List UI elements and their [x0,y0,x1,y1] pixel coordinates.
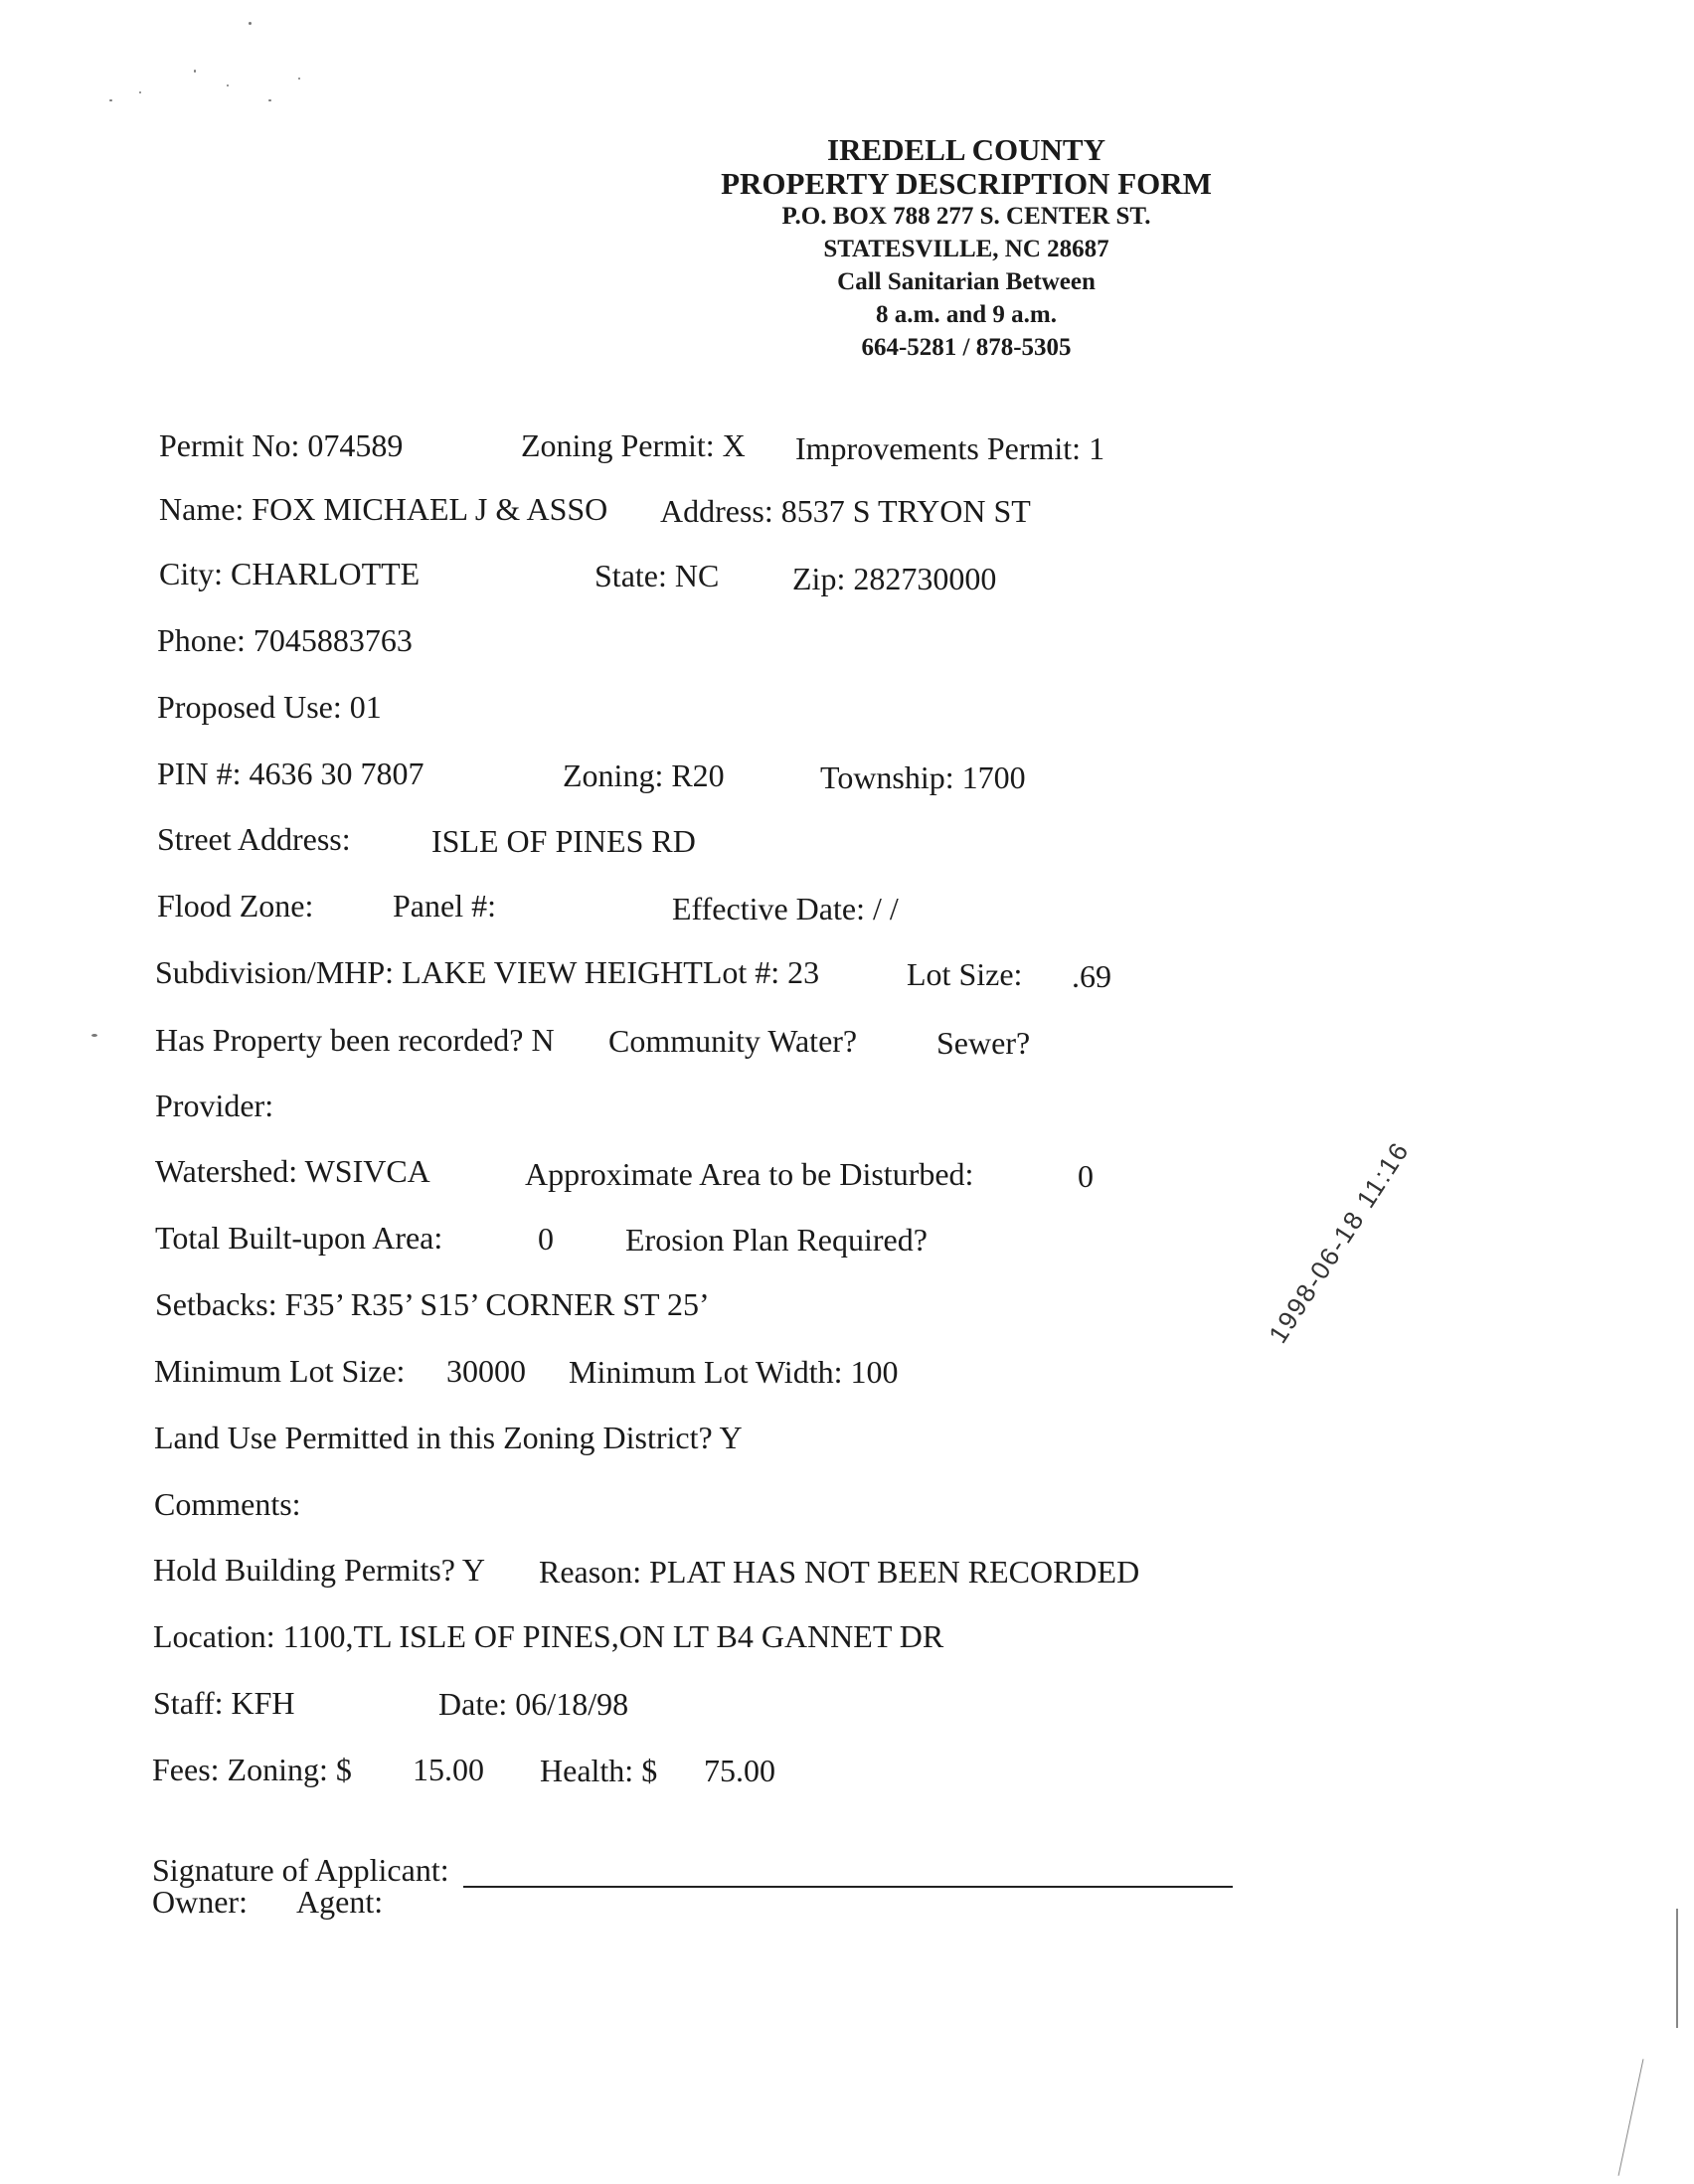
form-title: PROPERTY DESCRIPTION FORM [721,166,1212,201]
hold-building-permits: Hold Building Permits? Y [153,1552,485,1588]
property-recorded: Has Property been recorded? N [155,1022,555,1058]
scan-speck [91,1034,97,1037]
signature-label: Signature of Applicant: [152,1852,449,1888]
fees-health-label: Health: $ [540,1753,658,1788]
form-date: Date: 06/18/98 [438,1686,629,1722]
scan-speck [194,70,196,73]
phone-numbers: 664-5281 / 878-5305 [861,334,1072,361]
scan-speck [139,91,141,93]
min-lot-width: Minimum Lot Width: 100 [569,1354,899,1390]
owner-state: State: NC [594,558,720,593]
owner-checkbox-label: Owner: [152,1884,248,1920]
owner-city: City: CHARLOTTE [159,556,421,591]
comments: Comments: [154,1486,301,1522]
pin-number: PIN #: 4636 30 7807 [157,756,424,791]
received-date-stamp: 1998-06-18 11:16 [1263,1135,1416,1349]
call-hours: 8 a.m. and 9 a.m. [876,301,1057,328]
min-lot-size-label: Minimum Lot Size: [154,1353,406,1389]
provider: Provider: [155,1088,274,1123]
land-use-permitted: Land Use Permitted in this Zoning District? Y [154,1420,743,1455]
lot-size-label: Lot Size: [907,956,1023,992]
built-upon-value: 0 [538,1221,554,1257]
owner-phone: Phone: 7045883763 [157,622,413,658]
city-state-zip: STATESVILLE, NC 28687 [823,236,1109,262]
panel-number: Panel #: [393,888,496,924]
built-upon-label: Total Built-upon Area: [155,1220,443,1256]
owner-zip: Zip: 282730000 [792,561,997,596]
min-lot-size-value: 30000 [446,1353,526,1389]
permit-number: Permit No: 074589 [159,427,404,463]
hold-reason: Reason: PLAT HAS NOT BEEN RECORDED [539,1554,1140,1590]
county-title: IREDELL COUNTY [827,132,1105,167]
fees-zoning-value: 15.00 [413,1752,484,1787]
agent-checkbox-label: Agent: [296,1884,384,1920]
lot-size-value: .69 [1072,958,1111,994]
township: Township: 1700 [820,759,1026,795]
street-address-label: Street Address: [157,821,351,857]
sewer: Sewer? [936,1025,1031,1061]
zoning-permit: Zoning Permit: X [521,427,746,463]
community-water: Community Water? [608,1023,858,1059]
scan-speck [268,99,271,101]
scan-edge-mark [1618,2059,1644,2176]
scan-speck [109,99,112,101]
scan-speck [298,78,300,80]
scan-edge-mark [1676,1909,1678,2028]
owner-address: Address: 8537 S TRYON ST [660,493,1031,529]
erosion-plan: Erosion Plan Required? [625,1222,928,1258]
signature-line [463,1886,1233,1888]
improvements-permit: Improvements Permit: 1 [795,430,1105,466]
scan-speck [227,84,229,86]
area-disturbed-value: 0 [1078,1158,1094,1194]
effective-date: Effective Date: / / [672,891,899,926]
call-instructions: Call Sanitarian Between [837,268,1096,295]
proposed-use: Proposed Use: 01 [157,689,382,725]
location: Location: 1100,TL ISLE OF PINES,ON LT B4 GANNET DR [153,1618,944,1654]
fees-zoning-label: Fees: Zoning: $ [152,1752,352,1787]
zoning-district: Zoning: R20 [563,757,725,793]
fees-health-value: 75.00 [704,1753,775,1788]
area-disturbed-label: Approximate Area to be Disturbed: [525,1156,974,1192]
mailing-address: P.O. BOX 788 277 S. CENTER ST. [781,203,1151,230]
street-address-value: ISLE OF PINES RD [431,823,696,859]
owner-name: Name: FOX MICHAEL J & ASSO [159,491,608,527]
staff: Staff: KFH [153,1685,295,1721]
watershed: Watershed: WSIVCA [155,1153,430,1189]
flood-zone: Flood Zone: [157,888,314,924]
setbacks: Setbacks: F35’ R35’ S15’ CORNER ST 25’ [155,1286,710,1322]
scan-speck [249,22,252,25]
subdivision-lot: Subdivision/MHP: LAKE VIEW HEIGHTLot #: 23 [155,954,820,990]
